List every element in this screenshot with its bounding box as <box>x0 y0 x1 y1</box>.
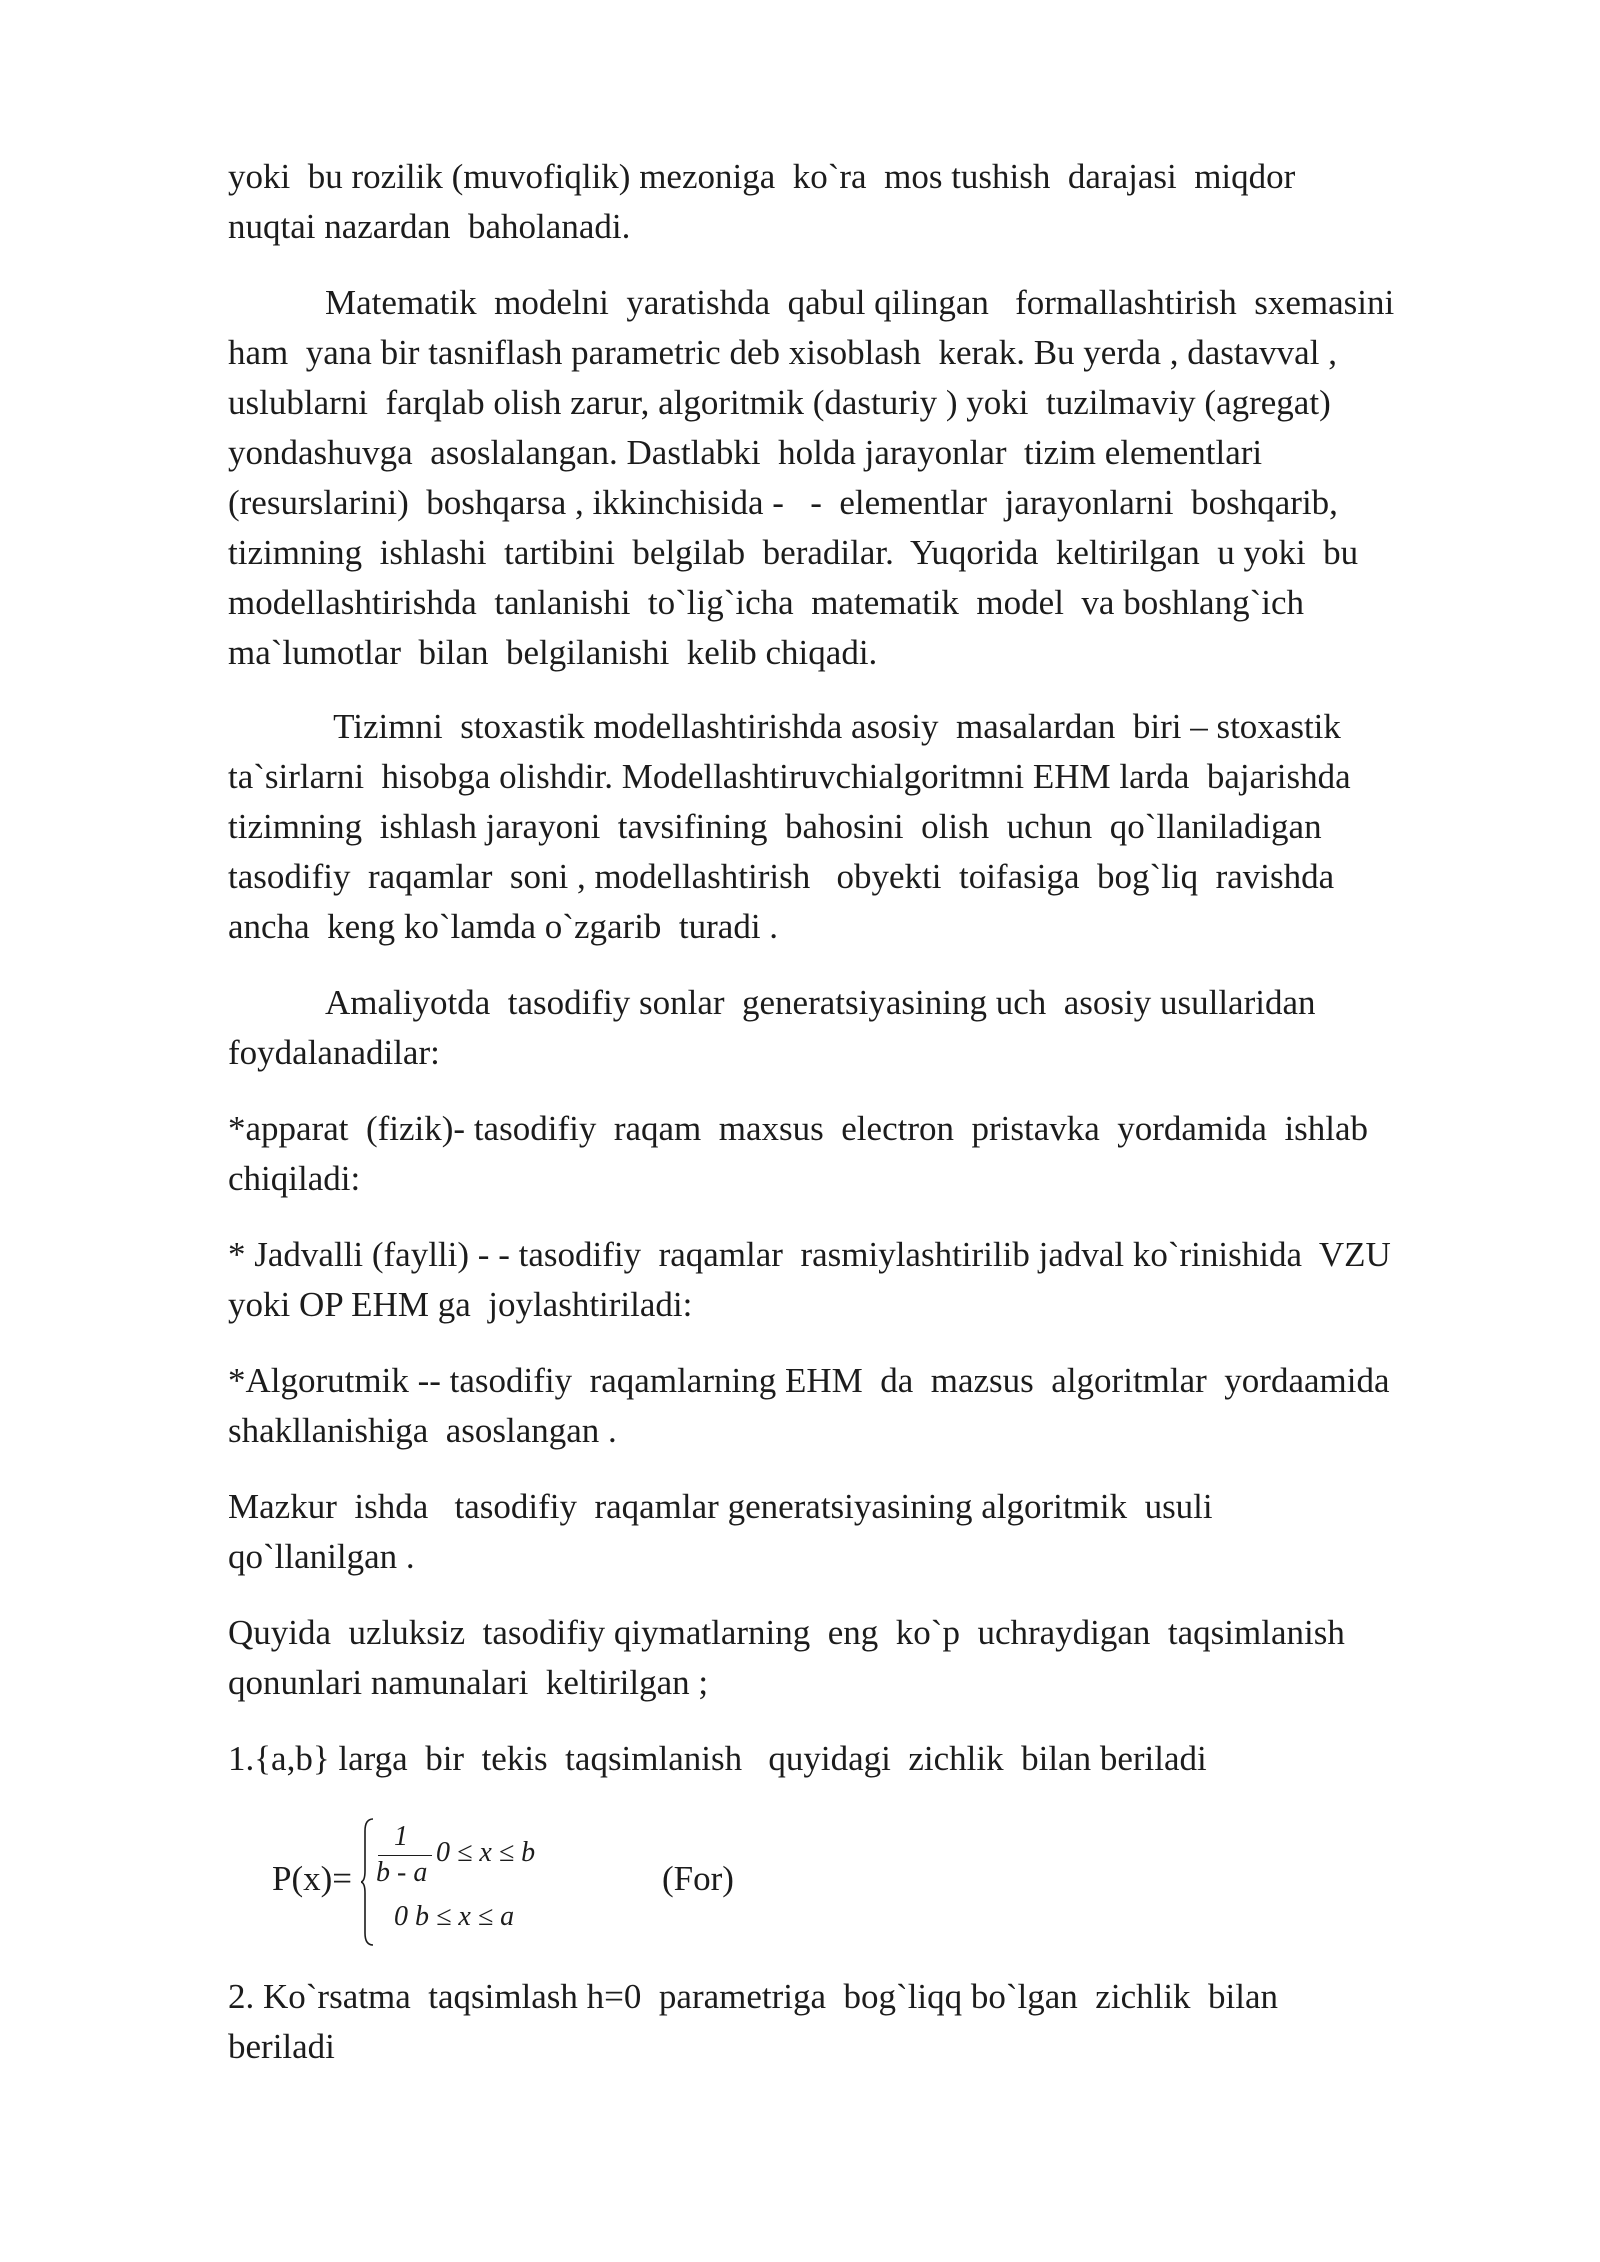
text-line: Mazkur ishda tasodifiy raqamlar generatsiyasining algoritmik usuli <box>228 1487 1213 1526</box>
paragraph-2 <box>228 278 1528 678</box>
paragraph-quyida <box>228 1608 1528 1708</box>
text-line: shakllanishiga asoslangan . <box>228 1411 617 1450</box>
text-line: ancha keng ko`lamda o`zgarib turadi . <box>228 907 779 946</box>
paragraph-mazkur <box>228 1482 1528 1582</box>
text-line: ma`lumotlar bilan belgilanishi kelib chiqadi. <box>228 633 878 672</box>
text-line: tasodifiy raqamlar soni , modellashtirish obyekti toifasiga bog`liq ravishda <box>228 857 1335 896</box>
text-line: Matematik modelni yaratishda qabul qilingan formallashtirish sxemasini <box>325 283 1395 322</box>
density-formula <box>272 1817 872 1947</box>
text-line: chiqiladi: <box>228 1159 361 1198</box>
case-1-condition: 0 ≤ x ≤ b <box>436 1837 536 1868</box>
text-line: Quyida uzluksiz tasodifiy qiymatlarning eng ko`p uchraydigan taqsimlanish <box>228 1613 1345 1652</box>
item-2-exponential <box>228 1972 1528 2072</box>
text-line: *Algorutmik -- tasodifiy raqamlarning EHM da mazsus algoritmlar yordaamida <box>228 1361 1390 1400</box>
text-line: nuqtai nazardan baholanadi. <box>228 207 631 246</box>
fraction-denominator: b - a <box>376 1857 428 1888</box>
text-line: modellashtirishda tanlanishi to`lig`icha matematik model va boshlang`ich <box>228 583 1304 622</box>
item-1-uniform <box>228 1734 1528 1784</box>
text-line: Amaliyotda tasodifiy sonlar generatsiyasining uch asosiy usullaridan <box>325 983 1316 1022</box>
case-2: 0 b ≤ x ≤ a <box>394 1901 515 1932</box>
text-line: yoki bu rozilik (muvofiqlik) mezoniga ko`ra mos tushish darajasi miqdor <box>228 157 1296 196</box>
text-line: uslublarni farqlab olish zarur, algoritmik (dasturiy ) yoki tuzilmaviy (agregat) <box>228 383 1331 422</box>
text-line: qo`llanilgan . <box>228 1537 415 1576</box>
fraction-bar <box>378 1855 432 1856</box>
text-line: Tizimni stoxastik modellashtirishda asosiy masalardan biri – stoxastik <box>325 707 1341 746</box>
text-line: ta`sirlarni hisobga olishdir. Modellashtiruvchialgoritmni EHM larda bajarishda <box>228 757 1351 796</box>
text-line: beriladi <box>228 2027 335 2066</box>
text-line: foydalanadilar: <box>228 1033 440 1072</box>
text-line: qonunlari namunalari keltirilgan ; <box>228 1663 709 1702</box>
text-line: * Jadvalli (faylli) - - tasodifiy raqamlar rasmiylashtirilib jadval ko`rinishida VZU <box>228 1235 1391 1274</box>
paragraph-4 <box>228 978 1528 1078</box>
text-line: yondashuvga asoslalangan. Dastlabki holda jarayonlar tizim elementlari <box>228 433 1263 472</box>
text-line: 1.{a,b} larga bir tekis taqsimlanish quyidagi zichlik bilan beriladi <box>228 1739 1207 1778</box>
paragraph-3 <box>228 702 1528 952</box>
text-line: tizimning ishlashi tartibini belgilab beradilar. Yuqorida keltirilgan u yoki bu <box>228 533 1359 572</box>
list-item-apparat <box>228 1104 1528 1204</box>
text-line: ham yana bir tasniflash parametric deb xisoblash kerak. Bu yerda , dastavval , <box>228 333 1337 372</box>
formula-lhs: P(x)= <box>272 1859 353 1898</box>
formula-tag: (For) <box>662 1859 734 1898</box>
text-line: yoki OP EHM ga joylashtiriladi: <box>228 1285 693 1324</box>
text-line: tizimning ishlash jarayoni tavsifining bahosini olish uchun qo`llaniladigan <box>228 807 1322 846</box>
text-line: 2. Ko`rsatma taqsimlash h=0 parametriga bog`liqq bo`lgan zichlik bilan <box>228 1977 1279 2016</box>
text-line: (resurslarini) boshqarsa , ikkinchisida - - elementlar jarayonlarni boshqarib, <box>228 483 1338 522</box>
paragraph-1 <box>228 152 1528 252</box>
left-brace-icon <box>361 1817 375 1947</box>
list-item-jadvalli <box>228 1230 1528 1330</box>
text-line: *apparat (fizik)- tasodifiy raqam maxsus electron pristavka yordamida ishlab <box>228 1109 1369 1148</box>
list-item-algoritmik <box>228 1356 1528 1456</box>
fraction-numerator: 1 <box>394 1821 408 1852</box>
